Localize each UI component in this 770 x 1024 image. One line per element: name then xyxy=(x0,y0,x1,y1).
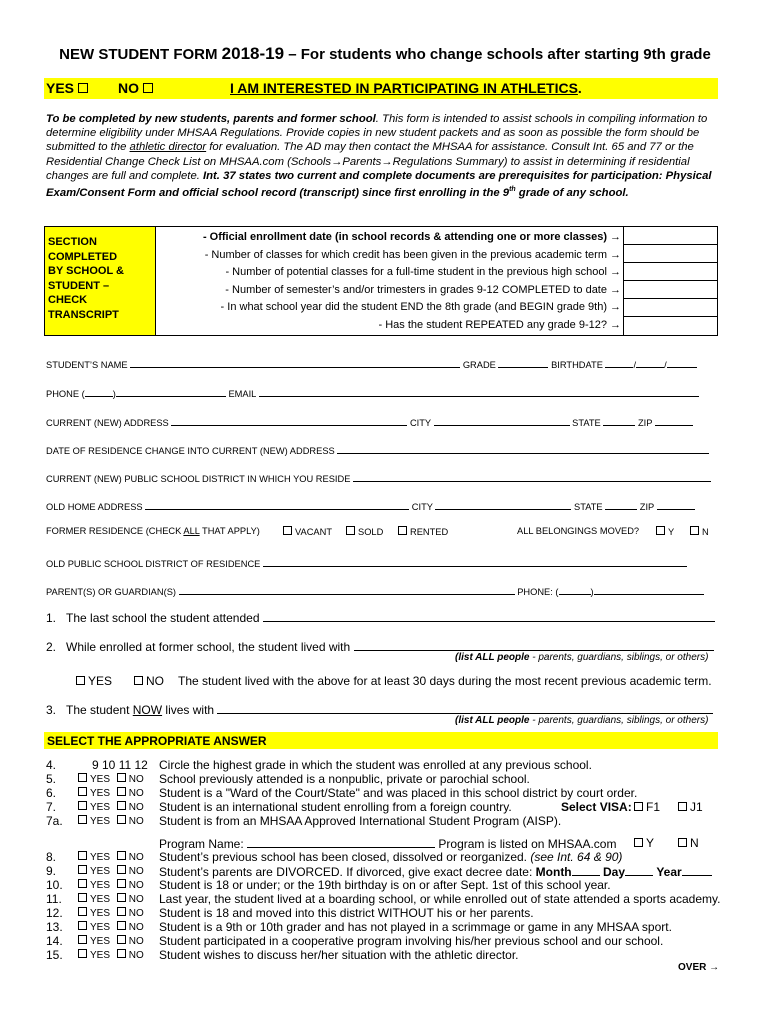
checkbox-icon[interactable] xyxy=(143,83,153,93)
check-answers[interactable] xyxy=(624,227,718,336)
q5-text: School previously attended is a nonpublic, private or parochial school. xyxy=(159,772,530,786)
checkbox-icon[interactable] xyxy=(78,801,87,810)
athletics-no[interactable]: NO xyxy=(118,80,156,96)
athletics-yes[interactable]: YES xyxy=(46,80,91,96)
q4-grades[interactable]: 9 10 11 12 xyxy=(92,758,148,772)
checkbox-icon[interactable] xyxy=(117,851,126,860)
thirty-days-text: The student lived with the above for at least 30 days during the most recent previous academic term. xyxy=(178,674,712,688)
checkbox-icon[interactable] xyxy=(283,526,292,535)
checkbox-icon[interactable] xyxy=(346,526,355,535)
sold-option[interactable]: SOLD xyxy=(346,526,383,537)
thirty-days-no[interactable]: NO xyxy=(134,674,164,688)
q10-text: Student is 18 or under; or the 19th birthday is on or after Sept. 1st of this school year. xyxy=(159,878,611,892)
visa-j1[interactable]: J1 xyxy=(678,800,703,814)
visa-label: Select VISA: xyxy=(561,800,632,814)
checkbox-icon[interactable] xyxy=(78,893,87,902)
q6-yes-no[interactable]: YES NO xyxy=(78,787,144,799)
question-1[interactable]: 1. The last school the student attended xyxy=(46,610,715,625)
checkbox-icon[interactable] xyxy=(78,851,87,860)
q6-number: 6. xyxy=(46,786,57,800)
checkbox-icon[interactable] xyxy=(117,773,126,782)
form-title: NEW STUDENT FORM 2018-19 – For students who change schools after starting 9th grade xyxy=(59,44,711,63)
program-listed-y[interactable]: Y xyxy=(634,836,654,850)
current-address-field[interactable]: CURRENT (NEW) ADDRESS CITY STATE ZIP xyxy=(46,414,693,428)
q7a-number: 7a. xyxy=(46,814,63,828)
q10-yes-no[interactable]: YES NO xyxy=(78,879,144,891)
checkbox-icon[interactable] xyxy=(117,921,126,930)
current-district-field[interactable]: CURRENT (NEW) PUBLIC SCHOOL DISTRICT IN WHICH YOU RESIDE xyxy=(46,470,711,484)
q13-text: Student is a 9th or 10th grader and has not played in a scrimmage or game in any MHSAA sport. xyxy=(159,920,672,934)
q7-text: Student is an international student enrolling from a foreign country. xyxy=(159,800,512,814)
belongings-moved-label: ALL BELONGINGS MOVED? xyxy=(517,526,640,536)
phone-email-field[interactable]: PHONE ( ) EMAIL xyxy=(46,385,699,399)
checkbox-icon[interactable] xyxy=(398,526,407,535)
checkbox-icon[interactable] xyxy=(117,801,126,810)
over-label: OVER → xyxy=(678,962,720,973)
q11-text: Last year, the student lived at a boarding school, or while enrolled out of state attended a sports academy. xyxy=(159,892,721,906)
q11-yes-no[interactable]: YES NO xyxy=(78,893,144,905)
select-answer-heading: SELECT THE APPROPRIATE ANSWER xyxy=(47,734,267,748)
q7a-yes-no[interactable]: YES NO xyxy=(78,815,144,827)
checkbox-icon[interactable] xyxy=(117,907,126,916)
list-all-note-2: (list ALL people - parents, guardians, siblings, or others) xyxy=(455,715,709,726)
checkbox-icon[interactable] xyxy=(117,879,126,888)
q14-text: Student participated in a cooperative program involving his/her previous school and our school. xyxy=(159,934,664,948)
q4-number: 4. xyxy=(46,758,57,772)
old-address-field[interactable]: OLD HOME ADDRESS CITY STATE ZIP xyxy=(46,498,695,512)
q8-number: 8. xyxy=(46,850,57,864)
q12-text: Student is 18 and moved into this district WITHOUT his or her parents. xyxy=(159,906,534,920)
thirty-days-yes[interactable]: YES xyxy=(76,674,112,688)
belongings-no[interactable]: N xyxy=(690,526,709,537)
checkbox-icon[interactable] xyxy=(78,879,87,888)
checkbox-icon[interactable] xyxy=(78,935,87,944)
q7-yes-no[interactable]: YES NO xyxy=(78,801,144,813)
checkbox-icon[interactable] xyxy=(634,838,643,847)
q12-yes-no[interactable]: YES NO xyxy=(78,907,144,919)
q9-yes-no[interactable]: YES NO xyxy=(78,865,144,877)
checkbox-icon[interactable] xyxy=(78,949,87,958)
belongings-yes[interactable]: Y xyxy=(656,526,674,537)
question-2[interactable]: 2. While enrolled at former school, the student lived with xyxy=(46,639,714,654)
q5-yes-no[interactable]: YES NO xyxy=(78,773,144,785)
q11-number: 11. xyxy=(46,892,62,906)
athletics-statement: I AM INTERESTED IN PARTICIPATING IN ATHLETICS. xyxy=(230,80,582,96)
program-name-field[interactable]: Program Name: Program is listed on MHSAA.com xyxy=(159,837,617,851)
checkbox-icon[interactable] xyxy=(117,935,126,944)
residence-change-field[interactable]: DATE OF RESIDENCE CHANGE INTO CURRENT (NEW) ADDRESS xyxy=(46,442,709,456)
q13-yes-no[interactable]: YES NO xyxy=(78,921,144,933)
checkbox-icon[interactable] xyxy=(678,802,687,811)
checkbox-icon[interactable] xyxy=(117,865,126,874)
q6-text: Student is a "Ward of the Court/State" and was placed in this school district by court order. xyxy=(159,786,638,800)
checkbox-icon[interactable] xyxy=(78,83,88,93)
q14-yes-no[interactable]: YES NO xyxy=(78,935,144,947)
q13-number: 13. xyxy=(46,920,63,934)
checkbox-icon[interactable] xyxy=(78,773,87,782)
list-all-note: (list ALL people - parents, guardians, siblings, or others) xyxy=(455,652,709,663)
q14-number: 14. xyxy=(46,934,63,948)
q4-text: Circle the highest grade in which the student was enrolled at any previous school. xyxy=(159,758,592,772)
q7-number: 7. xyxy=(46,800,57,814)
former-residence-field: FORMER RESIDENCE (CHECK ALL THAT APPLY) xyxy=(46,526,260,536)
check-items: - Official enrollment date (in school records & attending one or more classes) → - Number of classes for which credit has been given in the previous academic term → - Number of potential classes for a full-time student in the previous high school → - Number of semester’s and/or trimesters in grades 9-12 COMPLETED to date → - In what school year did the student END the 8th grade (and BEGIN grade 9th) → - Has the student REPEATED any grade 9-12? → xyxy=(156,227,624,336)
question-3[interactable]: 3. The student NOW lives with xyxy=(46,702,713,717)
q8-yes-no[interactable]: YES NO xyxy=(78,851,144,863)
checkbox-icon[interactable] xyxy=(134,676,143,685)
intro-paragraph: To be completed by new students, parents and former school. This form is intended to assist schools in compiling information to determine eligibility under MHSAA Regulations. Provide copies in new student packets and as soon as possible the form should be submitted to the athletic director for evaluation. The AD may then contact the MHSAA for assistance. Consult Int. 65 and 77 or the Residential Change Check List on MHSAA.com (Schools→Parents→Regulations Summary) to assist in determining if residential changes are full and complete. Int. 37 states two current and complete documents are prerequisites for participation: Physical Exam/Consent Form and official school record (transcript) since first enrolling in the 9th grade of any school. xyxy=(46,113,712,199)
student-name-field[interactable]: STUDENT’S NAME GRADE BIRTHDATE / / xyxy=(46,356,697,370)
rented-option[interactable]: RENTED xyxy=(398,526,448,537)
checkbox-icon[interactable] xyxy=(117,787,126,796)
checkbox-icon[interactable] xyxy=(117,815,126,824)
q9-text[interactable]: Student’s parents are DIVORCED. If divorced, give exact decree date: Month Day Year xyxy=(159,864,712,879)
q10-number: 10. xyxy=(46,878,63,892)
q15-number: 15. xyxy=(46,948,63,962)
q5-number: 5. xyxy=(46,772,57,786)
checkbox-icon[interactable] xyxy=(690,526,699,535)
visa-f1[interactable]: F1 xyxy=(634,800,660,814)
checkbox-icon[interactable] xyxy=(634,802,643,811)
checkbox-icon[interactable] xyxy=(78,787,87,796)
q15-yes-no[interactable]: YES NO xyxy=(78,949,144,961)
checkbox-icon[interactable] xyxy=(656,526,665,535)
old-district-field[interactable]: OLD PUBLIC SCHOOL DISTRICT OF RESIDENCE xyxy=(46,555,687,569)
checkbox-icon[interactable] xyxy=(78,815,87,824)
checkbox-icon[interactable] xyxy=(76,676,85,685)
q8-text: Student’s previous school has been closed, dissolved or reorganized. (see Int. 64 & 90) xyxy=(159,850,623,864)
guardians-field[interactable]: PARENT(S) OR GUARDIAN(S) PHONE: ( ) xyxy=(46,583,704,597)
section-label: SECTION COMPLETED BY SCHOOL & STUDENT – CHECK TRANSCRIPT xyxy=(45,227,156,336)
q15-text: Student wishes to discuss her/her situation with the athletic director. xyxy=(159,948,519,962)
checkbox-icon[interactable] xyxy=(117,949,126,958)
q9-number: 9. xyxy=(46,864,57,878)
checkbox-icon[interactable] xyxy=(78,865,87,874)
q7a-text: Student is from an MHSAA Approved International Student Program (AISP). xyxy=(159,814,562,828)
checkbox-icon[interactable] xyxy=(117,893,126,902)
checkbox-icon[interactable] xyxy=(678,838,687,847)
vacant-option[interactable]: VACANT xyxy=(283,526,332,537)
checkbox-icon[interactable] xyxy=(78,907,87,916)
transcript-check-table xyxy=(44,226,718,336)
checkbox-icon[interactable] xyxy=(78,921,87,930)
program-listed-n[interactable]: N xyxy=(678,836,699,850)
q12-number: 12. xyxy=(46,906,63,920)
